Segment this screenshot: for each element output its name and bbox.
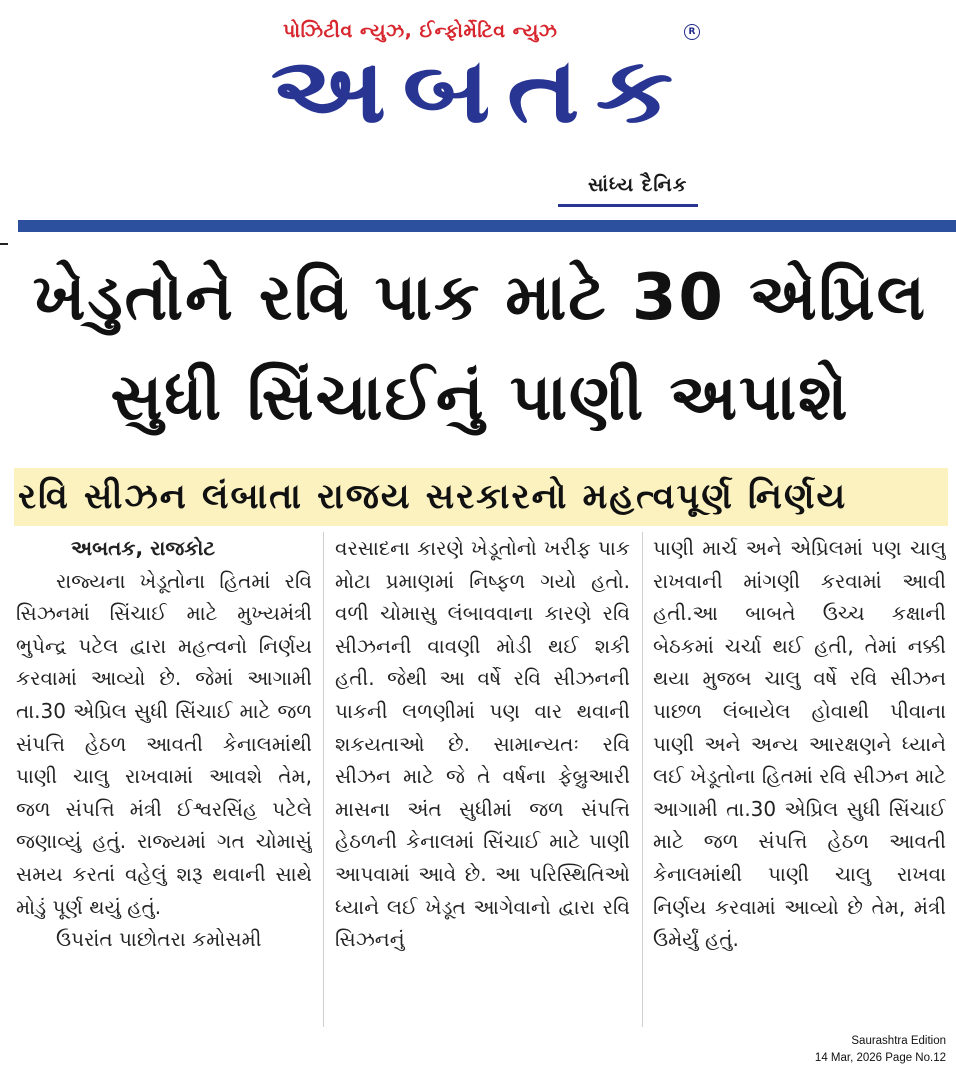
article-headline: ખેડુતોને રવિ પાક માટે 30 એપ્રિલ સુધી સિંચાઈનું પાણી અપાશે — [32, 261, 928, 435]
column-1-paragraph-2: ઉપરાંત પાછોતરા કમોસમી — [56, 927, 262, 952]
column-3-text: પાણી માર્ચ અને એપ્રિલમાં પણ ચાલુ રાખવાની માંગણી કરવામાં આવી હતી.આ બાબતે ઉચ્ચ કક્ષાની બેઠકમાં ચર્ચા થઈ હતી, તેમાં નક્કી થયા મુજબ ચાલુ વર્ષે રવિ સીઝન પાછળ લંબાયેલ હોવાથી પીવાના પાણી અને અન્ય આરક્ષણને ધ્યાને લઈ ખેડૂતોના હિતમાં રવિ સીઝન માટે આગામી તા.30 એપ્રિલ સુધી સિંચાઈ માટે જળ સંપત્તિ હેઠળ આવતી કેનાલમાંથી પાણી ચાલુ રાખવા નિર્ણય કરવામાં આવ્યો છે તેમ, મંત્રી ઉમેર્યું હતું. — [653, 536, 946, 952]
masthead-rule — [18, 220, 956, 232]
edition-name: Saurashtra Edition — [851, 1035, 946, 1047]
registered-mark: R — [684, 24, 700, 40]
column-1-paragraph-1: રાજ્યના ખેડૂતોના હિતમાં રવિ સિઝનમાં સિંચાઈ માટે મુખ્યમંત્રી ભુપેન્દ્ર પટેલ દ્વારા મહત્વનો નિર્ણય કરવામાં આવ્યો છે. જેમાં આગામી તા.30 એપ્રિલ સુધી સિંચાઈ માટે જળ સંપત્તિ હેઠળ આવતી કેનાલમાંથી પાણી ચાલુ રાખવામાં આવશે તેમ, જળ સંપત્તિ મંત્રી ઈશ્વરસિંહ પટેલે જણાવ્યું હતું. રાજ્યમાં ગત ચોમાસું સમય કરતાં વહેલું શરૂ થવાની સાથે મોડું પૂર્ણ થયું હતું. — [16, 568, 312, 919]
column-divider — [642, 532, 643, 1027]
column-divider — [323, 532, 324, 1027]
edition-date-page: 14 Mar, 2026 Page No.12 — [814, 1052, 946, 1064]
masthead — [0, 0, 956, 235]
article-column-3 — [653, 532, 946, 1032]
article-column-2 — [335, 532, 630, 1032]
masthead-tagline: પોઝિટીવ ન્યુઝ, ઈન્ફોર્મેટિવ ન્યુઝ — [283, 20, 558, 42]
article-subheadline: રવિ સીઝન લંબાતા રાજય સરકારનો મહત્વપૂર્ણ નિર્ણય — [18, 477, 848, 517]
masthead-subtitle: સાંધ્ય દૈનિક — [588, 174, 688, 196]
edition-info — [815, 1033, 946, 1067]
newspaper-logo: અબતક — [270, 38, 690, 143]
subtitle-underline — [558, 204, 698, 207]
article-dateline: અબતક, રાજકોટ — [71, 536, 216, 560]
margin-tick — [0, 243, 8, 245]
column-2-text: વરસાદના કારણે ખેડૂતોનો ખરીફ પાક મોટા પ્રમાણમાં નિષ્ફળ ગયો હતો. વળી ચોમાસુ લંબાવવાના કારણે રવિ સીઝનની વાવણી મોડી થઈ શકી હતી. જેથી આ વર્ષે રવિ સીઝનની પાકની લળણીમાં પણ વાર થવાની શકયતાઓ છે. સામાન્યતઃ રવિ સીઝન માટે જે તે વર્ષના ફેબ્રુઆરી માસના અંત સુધીમાં જળ સંપત્તિ હેઠળની કેનાલમાં સિંચાઈ માટે પાણી આપવામાં આવે છે. આ પરિસ્થિતિઓ ધ્યાને લઈ ખેડૂત આગેવાનો દ્વારા રવિ સિઝનનું — [335, 536, 630, 952]
article-column-1 — [16, 532, 312, 1032]
